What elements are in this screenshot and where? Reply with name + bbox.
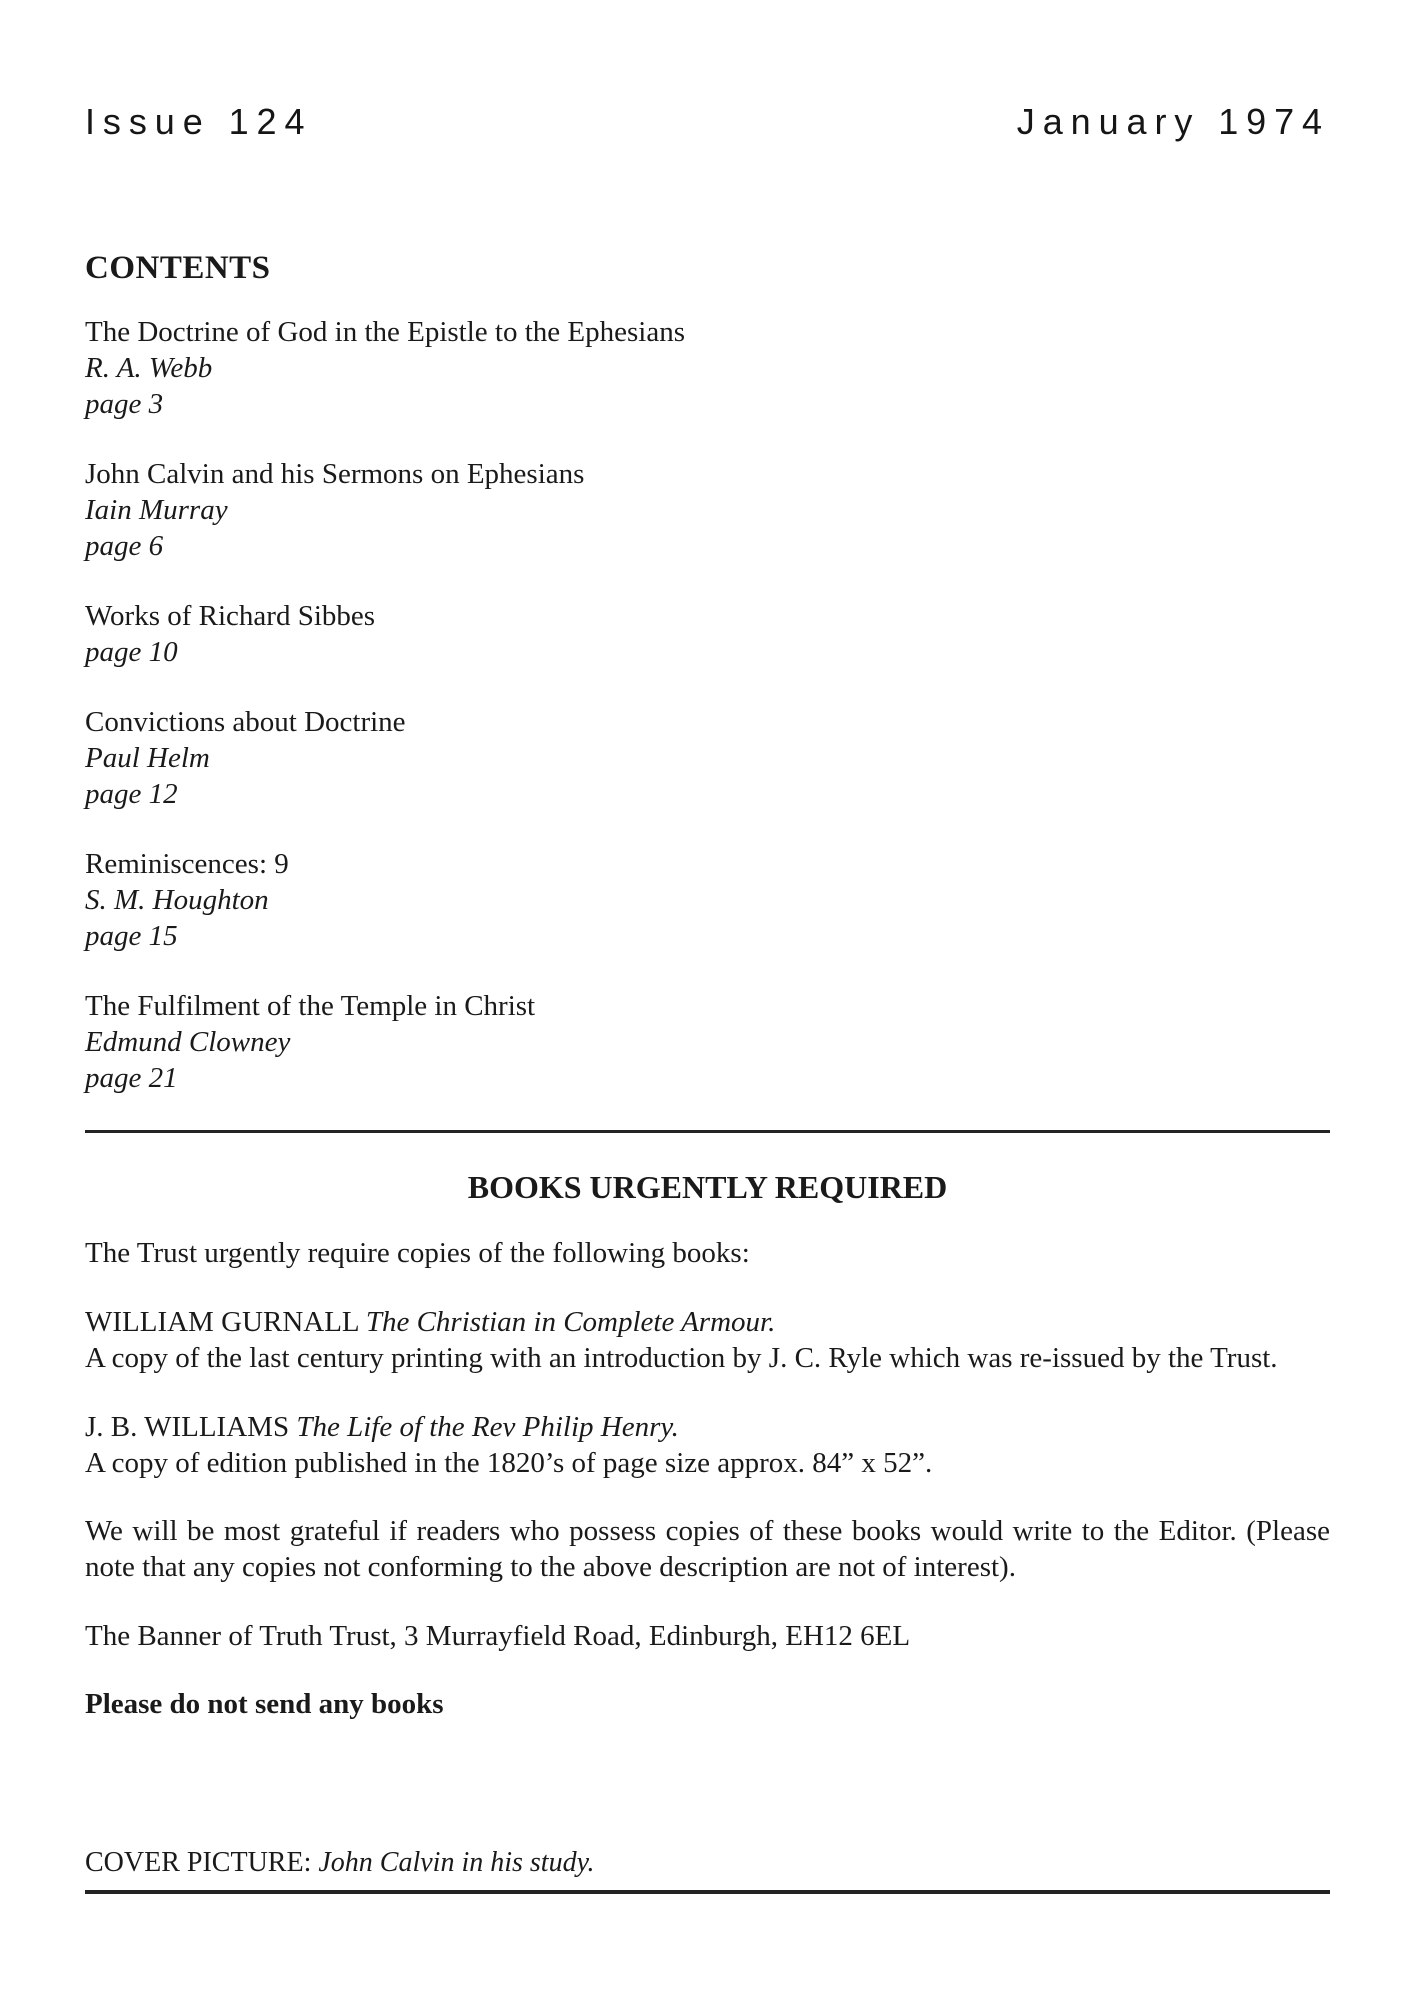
books-required-heading: BOOKS URGENTLY REQUIRED [467, 1169, 948, 1205]
books-intro-text: The Trust urgently require copies of the following books: [85, 1237, 750, 1269]
book-author: J. B. WILLIAMS [85, 1411, 297, 1443]
do-not-send-warning: Please do not send any books [85, 1688, 444, 1720]
article-title: Works of Richard Sibbes [85, 600, 376, 632]
issue-number: Issue 124 [85, 101, 313, 142]
article-author: Iain Murray [85, 494, 228, 526]
book-request [85, 1409, 1330, 1481]
article-page: page 6 [85, 530, 164, 562]
article-page: page 3 [85, 388, 164, 420]
toc-entry [85, 314, 1330, 422]
toc-entry [85, 988, 1330, 1096]
editor-note-text: We will be most grateful if readers who possess copies of these books would write to the Editor. (Please note that any copies not conforming to the above description are not of interest). [85, 1515, 1330, 1583]
article-page: page 21 [85, 1062, 178, 1094]
article-title: Reminiscences: 9 [85, 848, 289, 880]
books-required-section [85, 1167, 1330, 1722]
cover-picture-caption: John Calvin in his study. [318, 1847, 595, 1878]
article-author: Edmund Clowney [85, 1026, 291, 1058]
toc-entry [85, 598, 1330, 670]
article-author: R. A. Webb [85, 352, 213, 384]
article-author: S. M. Houghton [85, 884, 269, 916]
article-author: Paul Helm [85, 742, 210, 774]
book-request [85, 1304, 1330, 1376]
article-title: The Doctrine of God in the Epistle to the Ephesians [85, 316, 685, 348]
toc-entry [85, 846, 1330, 954]
trust-address: The Banner of Truth Trust, 3 Murrayfield Road, Edinburgh, EH12 6EL [85, 1620, 911, 1652]
article-page: page 10 [85, 636, 178, 668]
book-author: WILLIAM GURNALL [85, 1306, 366, 1338]
book-title: The Life of the Rev Philip Henry. [296, 1411, 679, 1443]
article-title: The Fulfilment of the Temple in Christ [85, 990, 536, 1022]
masthead [85, 0, 1330, 143]
article-page: page 12 [85, 778, 178, 810]
cover-picture-label: COVER PICTURE: [85, 1847, 319, 1878]
toc-entry [85, 456, 1330, 564]
table-of-contents [85, 314, 1330, 1096]
article-title: Convictions about Doctrine [85, 706, 406, 738]
book-description: A copy of the last century printing with an introduction by J. C. Ryle which was re-issued by the Trust. [85, 1342, 1278, 1374]
section-divider-rule [85, 1130, 1330, 1133]
cover-picture-credit [85, 1846, 1330, 1890]
book-title: The Christian in Complete Armour. [365, 1306, 776, 1338]
book-description: A copy of edition published in the 1820’s of page size approx. 84” x 52”. [85, 1447, 933, 1479]
footer-rule [85, 1890, 1330, 1894]
article-title: John Calvin and his Sermons on Ephesians [85, 458, 585, 490]
issue-date: January 1974 [1016, 101, 1330, 142]
contents-heading: CONTENTS [85, 250, 271, 286]
toc-entry [85, 704, 1330, 812]
article-page: page 15 [85, 920, 178, 952]
page-footer [85, 1846, 1330, 1894]
